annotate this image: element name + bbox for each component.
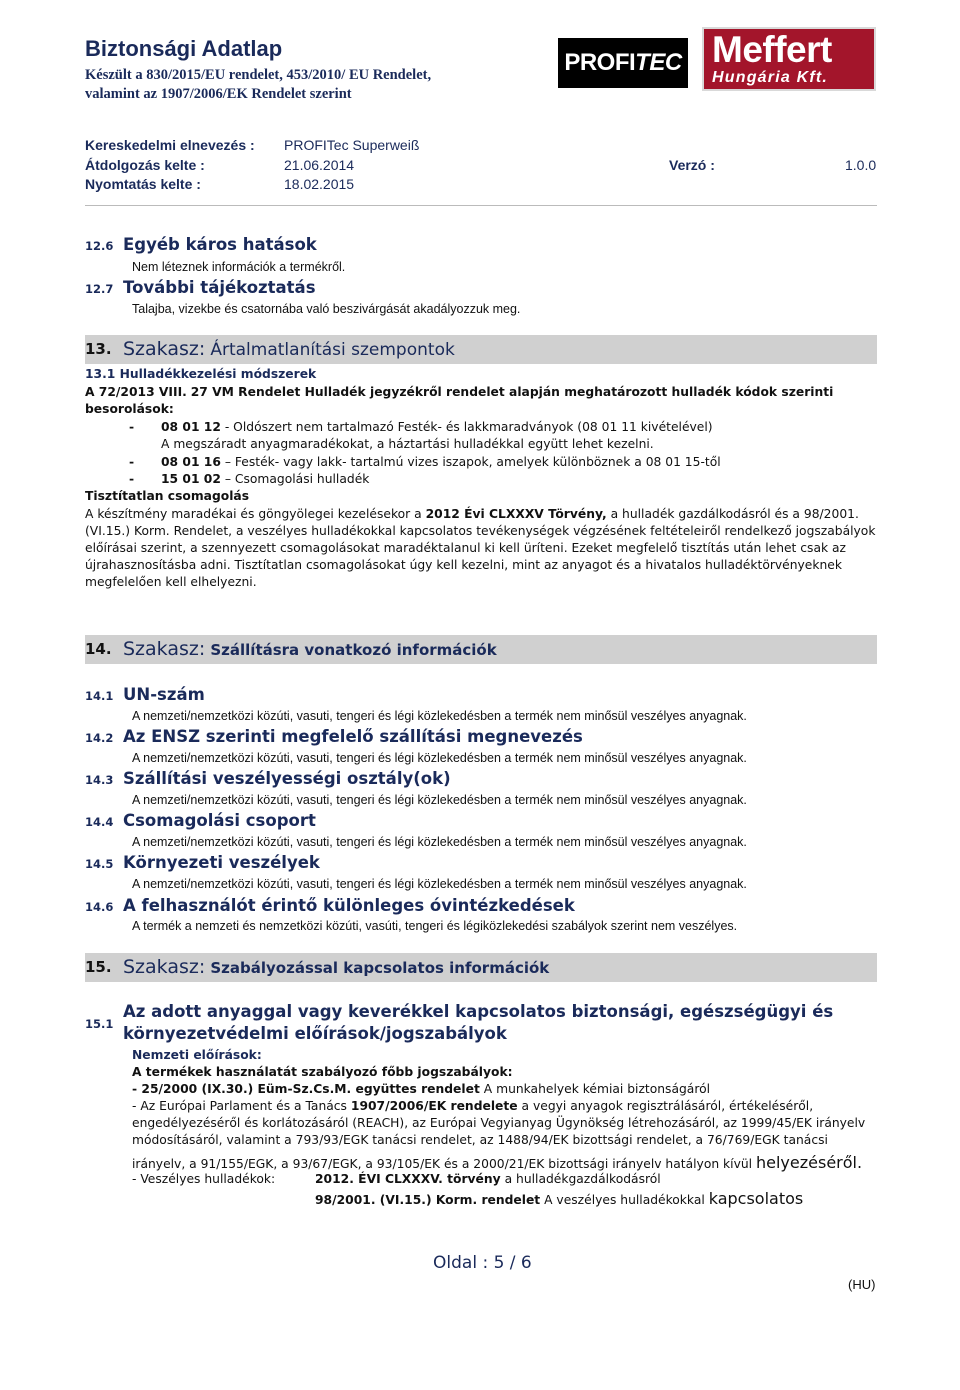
section-14-title-text: Szállításra vonatkozó információk <box>210 641 497 659</box>
section-14-title <box>123 638 497 660</box>
revision-date-label: Átdolgozás kelte : <box>85 157 205 173</box>
hazardous-waste-law-line <box>315 1172 661 1186</box>
section-13-1-heading: 13.1 Hulladékkezelési módszerek <box>85 367 317 381</box>
section-number-15-1: 15.1 <box>85 1017 114 1031</box>
profitec-logo-part-2: TEC <box>635 49 682 76</box>
section-13-title-prefix: Szakasz: <box>123 338 206 360</box>
section-15-number: 15. <box>85 958 112 976</box>
section-text-12-7: Talajba, vizekbe és csatornába való beszivárgását akadályozzuk meg. <box>132 302 521 316</box>
section-14-title-prefix: Szakasz: <box>123 638 206 660</box>
section-heading-15-1-line-2: környezetvédelmi előírások/jogszabályok <box>123 1024 507 1043</box>
unclean-p1-law: 2012 Évi CLXXXV Törvény, <box>425 507 607 521</box>
unclean-paragraph-line-3: előírásai szerint, a szennyezett csomagolásokat maradéktalanul ki kell üríteni. Ezeket megfelelő tisztítás után lehet csak az <box>85 541 847 555</box>
section-13-title <box>123 338 455 360</box>
header-divider <box>85 205 877 206</box>
document-title: Biztonsági Adatlap <box>85 36 283 61</box>
waste-code-1-desc: - Oldószert nem tartalmazó Festék- és lakkmaradványok (08 01 11 kivételével) <box>224 420 713 434</box>
section-heading-14-3: Szállítási veszélyességi osztály(ok) <box>123 769 451 788</box>
section-number-14-4: 14.4 <box>85 815 114 829</box>
main-laws-title: A termékek használatát szabályozó főbb jogszabályok: <box>132 1065 513 1079</box>
profitec-logo <box>558 38 688 88</box>
law-1-desc: A munkahelyek kémiai biztonságáról <box>483 1082 711 1096</box>
law-line-5 <box>132 1153 862 1172</box>
hazardous-waste-law-ref: 2012. ÉVI CLXXXV. törvény <box>315 1172 501 1186</box>
waste-code-line-2 <box>161 455 721 469</box>
print-date-value: 18.02.2015 <box>284 176 355 192</box>
waste-code-2: 08 01 16 <box>161 455 221 469</box>
hazardous-waste-label: - Veszélyes hulladékok: <box>132 1172 276 1186</box>
unclean-paragraph-line-4: újrahasznosításba adni. Tisztítatlan csomagolásokat úgy kell kezelni, mint az anyagot és a hivatalos hulladéktörvényeknek <box>85 558 842 572</box>
section-number-12-6: 12.6 <box>85 239 114 253</box>
waste-code-1-note: A megszáradt anyagmaradékokat, a háztartási hulladékkal együtt lehet kezelni. <box>161 437 654 451</box>
meffert-logo-company: Hungária Kft. <box>712 69 829 86</box>
waste-code-3: 15 01 02 <box>161 472 221 486</box>
section-text-14-3: A nemzeti/nemzetközi közúti, vasuti, tengeri és légi közlekedésben a termék nem minősül veszélyes anyagnak. <box>132 793 747 807</box>
law-5-a: irányelv, a 91/155/EGK, a 93/67/EGK, a 93/105/EK és a 2000/21/EK bizottsági irányelv hatályon kívül <box>132 1157 753 1171</box>
section-number-14-3: 14.3 <box>85 773 114 787</box>
classification-label: besorolások: <box>85 402 174 416</box>
law-line-4: módosításáról, valamint a 793/93/EGK tanácsi rendelet, az 1488/94/EK bizottsági rendelet, a 76/769/EGK tanácsi <box>132 1133 828 1147</box>
hazardous-waste-decree-end: kapcsolatos <box>708 1189 804 1208</box>
waste-code-3-desc: – Csomagolási hulladék <box>224 472 370 486</box>
section-15-title <box>123 956 549 978</box>
meffert-logo-name: Meffert <box>712 29 832 70</box>
section-number-12-7: 12.7 <box>85 282 114 296</box>
waste-code-dash-1: - <box>129 420 135 434</box>
law-2-a: - Az Európai Parlament és a Tanács <box>132 1099 347 1113</box>
trade-name-label: Kereskedelmi elnevezés : <box>85 137 255 153</box>
section-text-14-5: A nemzeti/nemzetközi közúti, vasuti, tengeri és légi közlekedésben a termék nem minősül veszélyes anyagnak. <box>132 877 747 891</box>
waste-regulation-ref: A 72/2013 VIII. <box>85 385 187 399</box>
section-heading-14-5: Környezeti veszélyek <box>123 853 320 872</box>
section-text-14-1: A nemzeti/nemzetközi közúti, vasuti, tengeri és légi közlekedésben a termék nem minősül veszélyes anyagnak. <box>132 709 747 723</box>
waste-code-2-desc: – Festék- vagy lakk- tartalmú vizes iszapok, amelyek különböznek a 08 01 15-től <box>224 455 721 469</box>
section-number-14-1: 14.1 <box>85 689 114 703</box>
section-15-title-text: Szabályozással kapcsolatos információk <box>210 959 550 977</box>
hazardous-waste-decree-ref: 98/2001. (VI.15.) Korm. rendelet <box>315 1193 541 1207</box>
section-heading-12-6: Egyéb káros hatások <box>123 235 317 254</box>
trade-name-value: PROFITec Superweiß <box>284 137 420 153</box>
section-text-14-2: A nemzeti/nemzetközi közúti, vasuti, tengeri és légi közlekedésben a termék nem minősül veszélyes anyagnak. <box>132 751 747 765</box>
unclean-packaging-title: Tisztítatlan csomagolás <box>85 489 250 503</box>
section-heading-12-7: További tájékoztatás <box>123 278 316 297</box>
hazardous-waste-law-desc: a hulladékgazdálkodásról <box>504 1172 661 1186</box>
waste-regulation-line <box>85 385 833 399</box>
section-text-12-6: Nem léteznek információk a termékről. <box>132 260 346 274</box>
unclean-paragraph-line-1 <box>85 507 859 521</box>
waste-code-dash-3: - <box>129 472 135 486</box>
hazardous-waste-decree-line <box>315 1189 803 1208</box>
law-line-1 <box>132 1082 710 1096</box>
section-14-number: 14. <box>85 640 112 658</box>
hazardous-waste-decree-desc: A veszélyes hulladékokkal <box>544 1193 705 1207</box>
section-text-14-6: A termék a nemzeti és nemzetközi közúti, vasúti, tengeri és légiközlekedési szabályok szerint nem veszélyes. <box>132 919 738 933</box>
section-heading-14-2: Az ENSZ szerinti megfelelő szállítási megnevezés <box>123 727 583 746</box>
waste-code-1: 08 01 12 <box>161 420 221 434</box>
law-1-ref: - 25/2000 (IX.30.) Eüm-Sz.Cs.M. együttes rendelet <box>132 1082 480 1096</box>
section-15-title-prefix: Szakasz: <box>123 956 206 978</box>
section-13-number: 13. <box>85 340 112 358</box>
version-label: Verzó : <box>669 157 715 173</box>
section-heading-14-4: Csomagolási csoport <box>123 811 316 830</box>
section-number-14-5: 14.5 <box>85 857 114 871</box>
waste-code-line-1 <box>161 420 713 434</box>
unclean-p1-a: A készítmény maradékai és göngyölegei kezelésekor a <box>85 507 422 521</box>
law-5-b: helyezéséről. <box>756 1153 863 1172</box>
unclean-p1-c: a hulladék gazdálkodásról és a 98/2001. <box>610 507 859 521</box>
section-heading-15-1-line-1: Az adott anyaggal vagy keverékkel kapcsolatos biztonsági, egészségügyi és <box>123 1002 834 1021</box>
waste-code-line-3 <box>161 472 369 486</box>
waste-code-dash-2: - <box>129 455 135 469</box>
section-text-14-4: A nemzeti/nemzetközi közúti, vasuti, tengeri és légi közlekedésben a termék nem minősül veszélyes anyagnak. <box>132 835 747 849</box>
unclean-paragraph-line-2: (VI.15.) Korm. Rendelet, a veszélyes hulladékokkal kapcsolatos tevékenységek végzésének feltételeiről rendelkező jogszabályok <box>85 524 876 538</box>
section-number-14-6: 14.6 <box>85 900 114 914</box>
document-subtitle-1: Készült a 830/2015/EU rendelet, 453/2010/ EU Rendelet, <box>85 67 432 83</box>
national-regulations-label: Nemzeti előírások: <box>132 1048 262 1062</box>
law-2-c: a vegyi anyagok regisztrálásáról, értékeléséről, <box>521 1099 814 1113</box>
unclean-paragraph-line-5: megfelelően kell elhelyezni. <box>85 575 257 589</box>
waste-regulation-text: 27 VM Rendelet Hulladék jegyzékről rendelet alapján meghatározott hulladék kódok szerinti <box>190 385 834 399</box>
profitec-logo-part-1: PROFI <box>564 49 636 76</box>
language-code: (HU) <box>848 1277 876 1292</box>
section-heading-14-6: A felhasználót érintő különleges óvintézkedések <box>123 896 575 915</box>
law-line-3: engedélyezéséről és korlátozásáról (REACH), az Európai Vegyianyag Ügynökség létrehozásáról, az 1999/45/EK irányelv <box>132 1116 866 1130</box>
document-subtitle-2: valamint az 1907/2006/EK Rendelet szerint <box>85 86 352 102</box>
law-2-ref: 1907/2006/EK rendelete <box>350 1099 518 1113</box>
section-number-14-2: 14.2 <box>85 731 114 745</box>
section-13-title-text: Ártalmatlanítási szempontok <box>210 340 455 360</box>
meffert-logo <box>702 27 876 91</box>
law-line-2 <box>132 1099 813 1113</box>
print-date-label: Nyomtatás kelte : <box>85 176 201 192</box>
revision-date-value: 21.06.2014 <box>284 157 355 173</box>
page-number: Oldal : 5 / 6 <box>433 1253 532 1273</box>
version-value: 1.0.0 <box>845 157 877 173</box>
section-heading-14-1: UN-szám <box>123 685 205 704</box>
